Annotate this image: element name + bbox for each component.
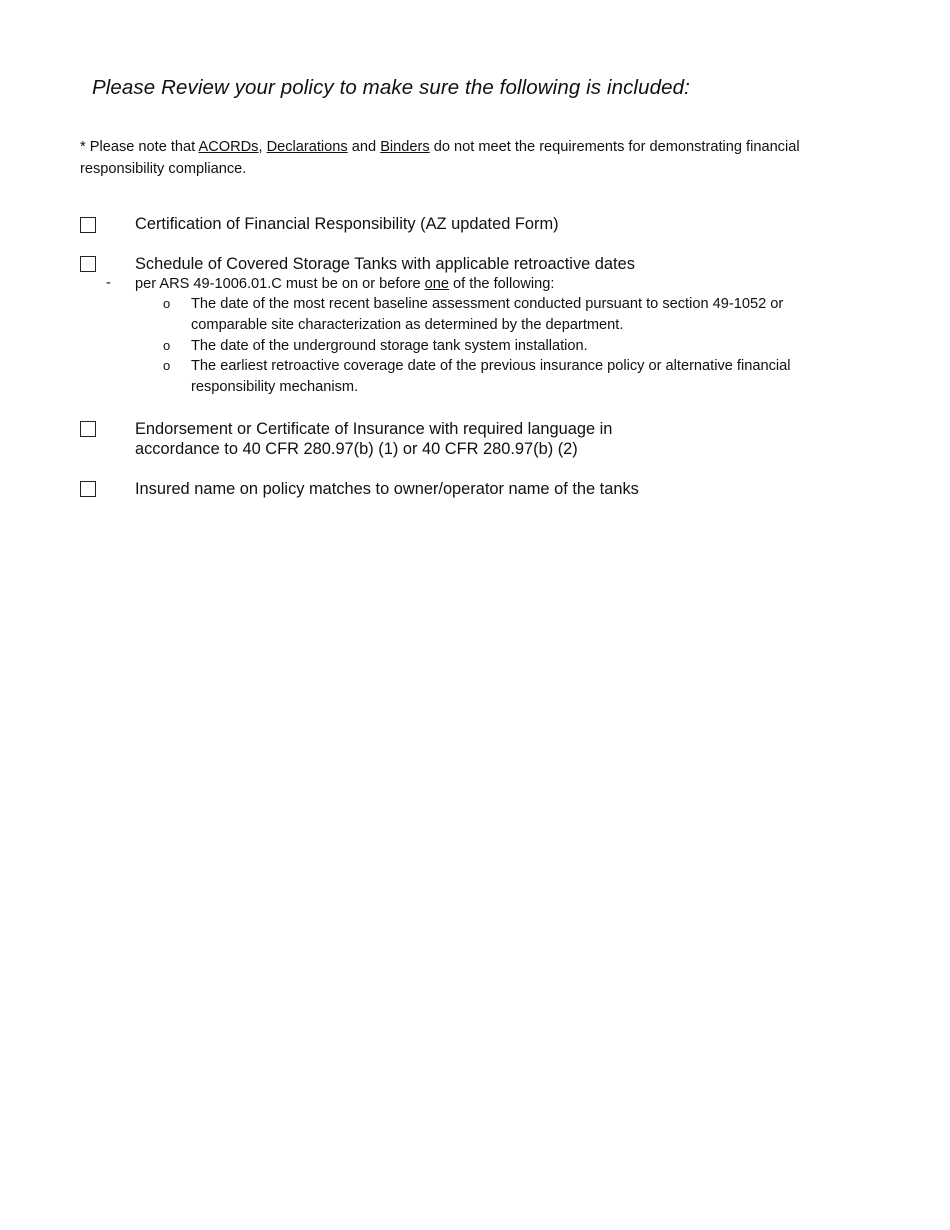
requirement-prefix: per ARS 49-1006.01.C must be on or before — [135, 276, 425, 292]
schedule-requirement — [135, 274, 554, 294]
item-endorsement-line1: Endorsement or Certificate of Insurance with required language in — [135, 420, 613, 438]
item-insured-name-label: Insured name on policy matches to owner/operator name of the tanks — [135, 480, 639, 498]
declarations-term: Declarations — [266, 139, 348, 155]
item-certification-label: Certification of Financial Responsibility (AZ updated Form) — [135, 215, 559, 233]
item-schedule-label: Schedule of Covered Storage Tanks with applicable retroactive dates — [135, 255, 635, 273]
checkbox-endorsement[interactable] — [80, 421, 96, 437]
page-heading: Please Review your policy to make sure the following is included: — [92, 76, 690, 99]
binders-term: Binders — [380, 139, 430, 155]
note-suffix: do not meet the requirements for demonstrating financial responsibility compliance. — [80, 139, 800, 177]
checkbox-certification[interactable] — [80, 217, 96, 233]
bullet-retroactive-coverage: The earliest retroactive coverage date of the previous insurance policy or alternative financial responsibility mechanism. — [191, 358, 791, 395]
requirement-one: one — [424, 276, 449, 292]
bullet-marker: o — [163, 358, 171, 373]
compliance-note — [80, 136, 840, 180]
item-endorsement-line2: accordance to 40 CFR 280.97(b) (1) or 40 CFR 280.97(b) (2) — [135, 440, 578, 458]
note-comma: , — [258, 139, 263, 155]
bullet-tank-installation: The date of the underground storage tank system installation. — [191, 338, 588, 354]
note-and: and — [347, 139, 381, 155]
bullet-marker: o — [163, 338, 171, 353]
note-prefix: * Please note that — [80, 139, 199, 155]
checkbox-insured-name[interactable] — [80, 481, 96, 497]
acords-term: ACORDs — [198, 139, 259, 155]
requirement-suffix: of the following: — [448, 276, 555, 292]
dash-bullet: - — [106, 275, 111, 291]
bullet-baseline-assessment: The date of the most recent baseline assessment conducted pursuant to section 49-1052 or comparable site characterization as determined by the department. — [191, 296, 784, 333]
bullet-marker: o — [163, 296, 171, 311]
checkbox-schedule[interactable] — [80, 256, 96, 272]
